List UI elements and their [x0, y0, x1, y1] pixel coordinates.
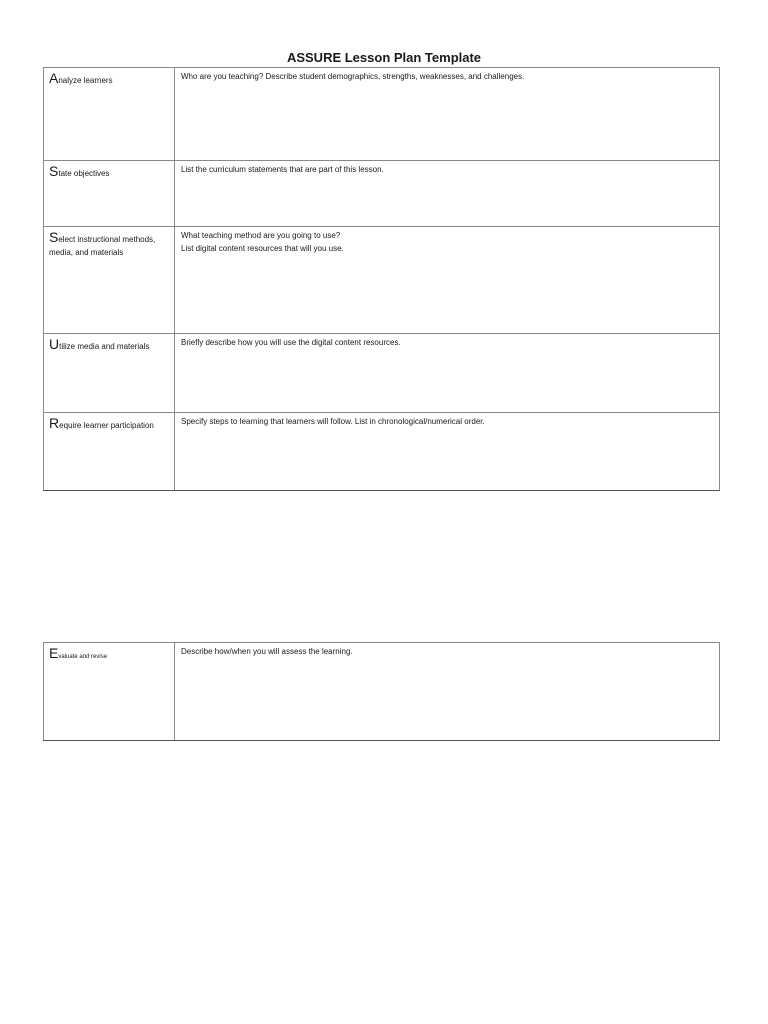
row-utilize	[44, 334, 720, 413]
row-analyze	[44, 68, 720, 161]
prompt-evaluate-revise[interactable]: Describe how/when you will assess the learning.	[175, 643, 720, 741]
label-require-participation: Require learner participation	[44, 413, 175, 491]
prompt-analyze-learners[interactable]: Who are you teaching? Describe student demographics, strengths, weaknesses, and challenges.	[175, 68, 720, 161]
prompt-utilize-media[interactable]: Briefly describe how you will use the digital content resources.	[175, 334, 720, 413]
row-require	[44, 413, 720, 491]
label-evaluate-revise: Evaluate and revise	[44, 643, 175, 741]
assure-table-evaluate	[43, 642, 720, 741]
page-title: ASSURE Lesson Plan Template	[286, 50, 482, 65]
row-select	[44, 227, 720, 334]
label-utilize-media: Utilize media and materials	[44, 334, 175, 413]
prompt-select-methods[interactable]: What teaching method are you going to use? List digital content resources that will you use.	[175, 227, 720, 334]
label-analyze-learners: Analyze learners	[44, 68, 175, 161]
row-state	[44, 161, 720, 227]
assure-table-main	[43, 67, 720, 491]
row-evaluate	[44, 643, 720, 741]
prompt-state-objectives[interactable]: List the curriculum statements that are part of this lesson.	[175, 161, 720, 227]
prompt-require-participation[interactable]: Specify steps to learning that learners will follow. List in chronological/numerical order.	[175, 413, 720, 491]
label-select-methods: Select instructional methods, media, and materials	[44, 227, 175, 334]
label-state-objectives: State objectives	[44, 161, 175, 227]
